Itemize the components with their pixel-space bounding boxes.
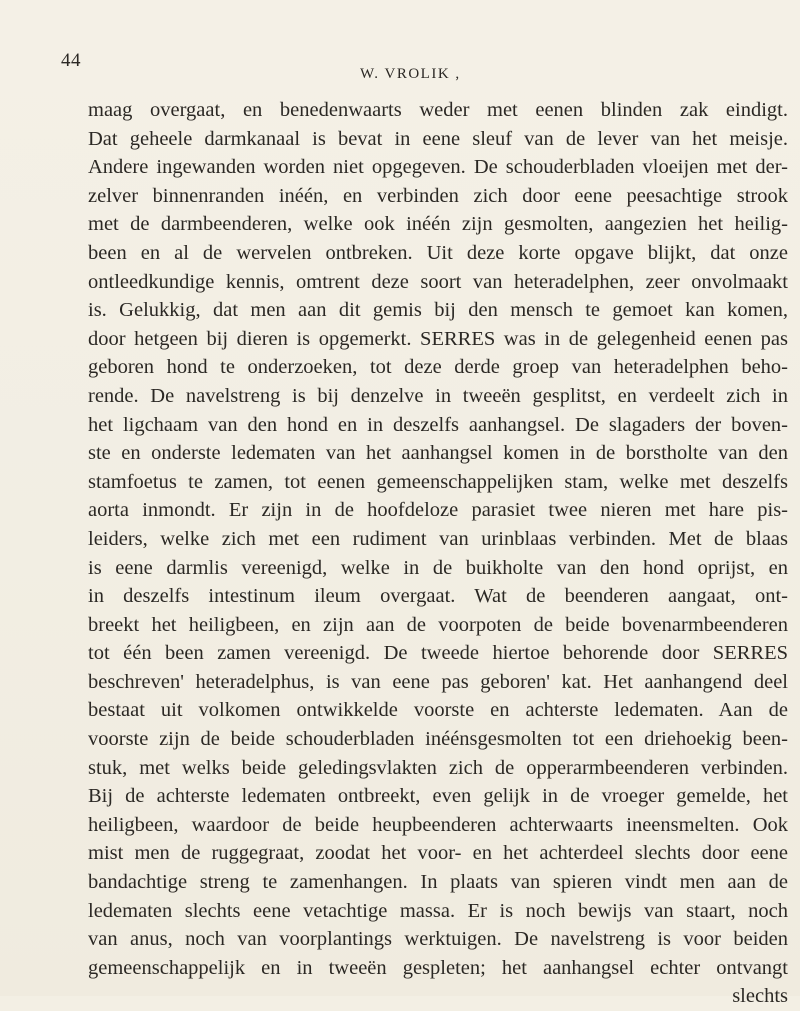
text-line: Bij de achterste ledematen ontbreekt, even gelijk in de vroeger gemelde, het [88, 785, 788, 808]
text-line: is. Gelukkig, dat men aan dit gemis bij den mensch te gemoet kan komen, [88, 299, 788, 322]
text-line: tot één been zamen vereenigd. De tweede hiertoe behorende door SERRES [88, 642, 788, 665]
text-line: Dat geheele darmkanaal is bevat in eene sleuf van de lever van het meisje. [88, 127, 788, 150]
text-line: rende. De navelstreng is bij denzelve in tweeën gesplitst, en verdeelt zich in [88, 384, 788, 407]
text-line: maag overgaat, en benedenwaarts weder met eenen blinden zak eindigt. [88, 99, 788, 121]
text-line: ste en onderste ledematen van het aanhangsel komen in de borstholte van den [88, 442, 788, 465]
text-line: voorste zijn de beide schouderbladen inéénsgesmolten tot een driehoekig been- [88, 728, 788, 751]
text-line: been en al de wervelen ontbreken. Uit deze korte opgave blijkt, dat onze [88, 241, 788, 264]
text-line: stamfoetus te zamen, tot eenen gemeenschappelijken stam, welke met deszelfs [88, 470, 788, 493]
text-line: heiligbeen, waardoor de beide heupbeenderen achterwaarts ineensmelten. Ook [88, 813, 788, 836]
page-number: 44 [61, 50, 81, 71]
text-line: aorta inmondt. Er zijn in de hoofdeloze parasiet twee nieren met hare pis- [88, 499, 788, 522]
body-text [88, 96, 796, 1011]
text-line: met de darmbeenderen, welke ook inéén zijn gesmolten, aangezien het heilig- [88, 213, 788, 236]
text-line: is eene darmlis vereenigd, welke in de buikholte van den hond oprijst, en [88, 556, 788, 579]
text-line: het ligchaam van den hond en in deszelfs aanhangsel. De slagaders der boven- [88, 413, 788, 436]
text-line: zelver binnenranden inéén, en verbinden zich door eene peesachtige strook [88, 184, 788, 207]
text-line: beschreven' heteradelphus, is van eene pas geboren' kat. Het aanhangend deel [88, 670, 788, 693]
text-line: door hetgeen bij dieren is opgemerkt. SERRES was in de gelegenheid eenen pas [88, 327, 788, 350]
text-line: bestaat uit volkomen ontwikkelde voorste en achterste ledematen. Aan de [88, 699, 788, 722]
text-line: Andere ingewanden worden niet opgegeven. De schouderbladen vloeijen met der- [88, 156, 788, 179]
text-line: in deszelfs intestinum ileum overgaat. Wat de beenderen aangaat, ont- [88, 585, 788, 608]
running-head: W. VROLIK , [360, 66, 461, 82]
text-line: van anus, noch van voorplantings werktuigen. De navelstreng is voor beiden [88, 928, 788, 951]
text-line: gemeenschappelijk en in tweeën gespleten; het aanhangsel echter ontvangt [88, 956, 788, 979]
text-line: geboren hond te onderzoeken, tot deze derde groep van heteradelphen beho- [88, 356, 788, 379]
text-line: mist men de ruggegraat, zoodat het voor- en het achterdeel slechts door eene [88, 842, 788, 865]
text-line: leiders, welke zich met een rudiment van urinblaas verbinden. Met de blaas [88, 527, 788, 550]
text-line: ontleedkundige kennis, omtrent deze soort van heteradelphen, zeer onvolmaakt [88, 270, 788, 293]
text-line: stuk, met welks beide geledingsvlakten zich de opperarmbeenderen verbinden. [88, 756, 788, 779]
catchword: slechts [732, 985, 788, 1008]
text-line: ledematen slechts eene vetachtige massa. Er is noch bewijs van staart, noch [88, 899, 788, 922]
text-line: bandachtige streng te zamenhangen. In plaats van spieren vindt men aan de [88, 871, 788, 894]
text-line: breekt het heiligbeen, en zijn aan de voorpoten de beide bovenarmbeenderen [88, 613, 788, 636]
